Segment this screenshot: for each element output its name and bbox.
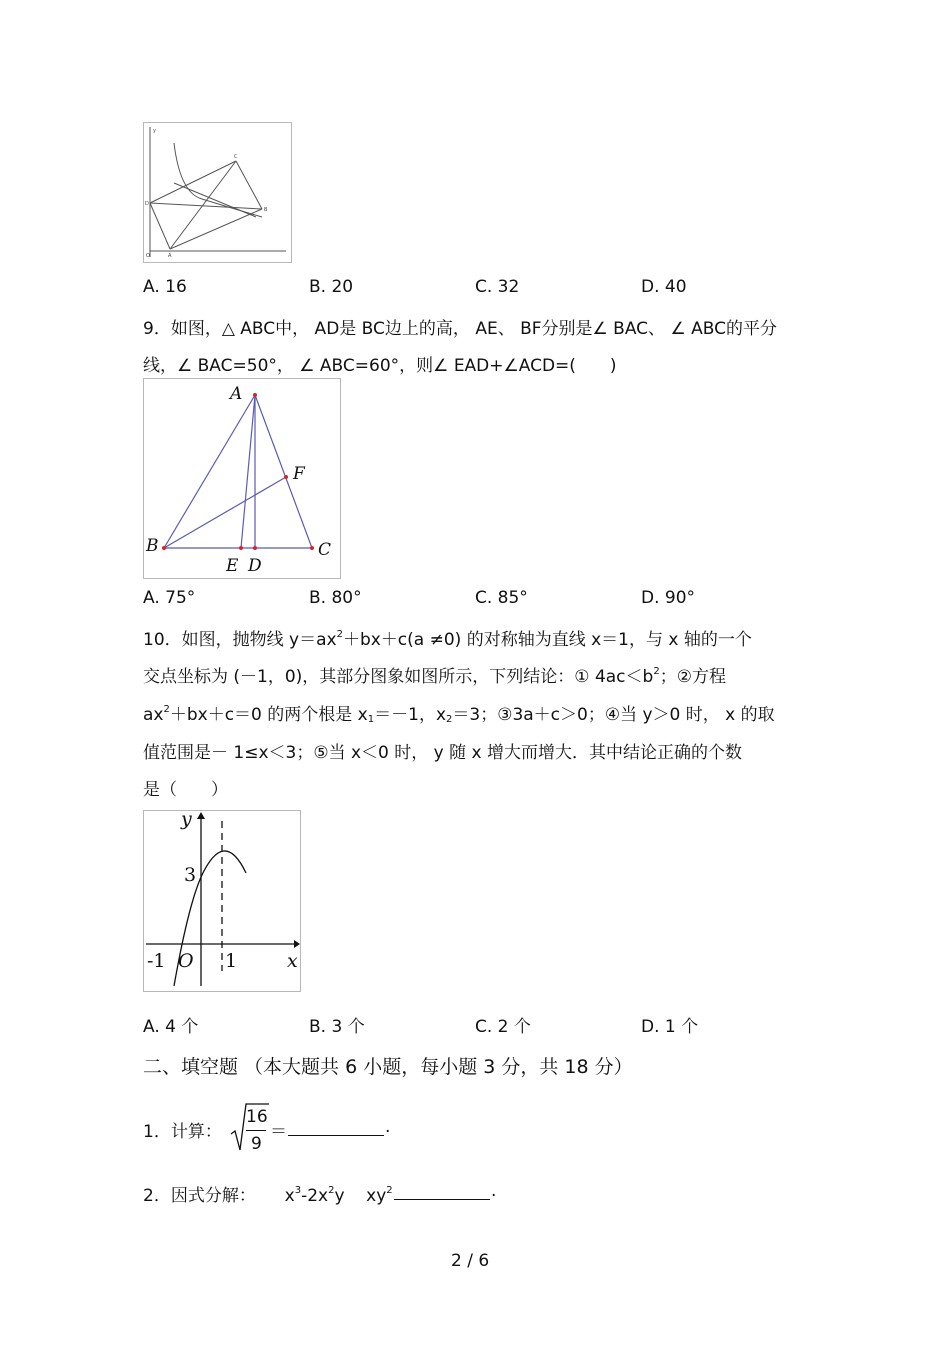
q9-triangle-diagram [144,379,340,578]
q10-line3-part-a: ax [143,705,164,725]
section-title: 二、填空题 （本大题共 6 小题，每小题 3 分，共 18 分） [143,1056,633,1078]
fill2-line [143,1181,393,1206]
q8-line-da [150,203,170,249]
page-number: 2 / 6 [451,1251,490,1271]
fill2-prefix: 2．因式分解： [143,1186,256,1206]
q9-point-a [253,393,257,397]
q10-stem-line4: 值范围是－ 1≤x＜3；⑤当 x＜0 时， y 随 x 增大而增大．其中结论正确的个数 [143,743,742,763]
q9-label-e: E [226,556,239,576]
q8-label-c: C [234,154,238,160]
fill2-sup2: 2 [328,1185,335,1196]
q10-line2-part-a: 交点坐标为 (－1，0)，其部分图象如图所示，下列结论：① 4ac＜b [143,667,654,687]
q8-label-y: y [153,128,156,134]
q10-line1-part-c: ＋bx＋c(a ≠0) 的对称轴为直线 x＝1，与 x 轴的一个 [342,630,752,650]
q10-stem-line5: 是（ ） [143,780,228,800]
q10-line3-part-c: ＋bx＋c＝0 的两个根是 x [169,705,368,725]
q8-graph [144,123,291,262]
q8-option-d: D. 40 [641,277,687,297]
q9-stem-line1: 9．如图，△ ABC中， AD是 BC边上的高， AE、 BF分别是∠ BAC、 ∠ ABC的平分 [143,319,777,339]
q8-option-c: C. 32 [475,277,520,297]
q10-y-arrow [197,812,205,819]
q8-option-a: A. 16 [143,277,187,297]
q10-line1-sup: 2 [336,629,343,640]
q10-parabola-graph [144,811,300,991]
q8-line-dc [150,161,236,203]
q10-label-o: O [178,950,194,972]
q8-line-extra [174,183,256,217]
q10-line3-part-e: ＝－1，x [374,705,447,725]
q9-bisector-bf [164,477,286,548]
q9-bisector-ae [241,395,255,548]
q8-label-b: B [264,207,268,213]
q9-point-c [310,546,314,550]
fill1-end: . [385,1117,391,1137]
fill1-numerator: 16 [246,1107,268,1127]
q9-side-ab [164,395,255,548]
q8-option-b: B. 20 [309,277,354,297]
q10-line3-part-g: ＝3；③3a＋c＞0；④当 y＞0 时， x 的取 [452,705,775,725]
q9-option-d: D. 90° [641,588,696,608]
q10-line3-sub1: 1 [367,714,375,725]
fill2-expr-a: x [284,1186,295,1206]
fill1-fraction-bar [246,1130,266,1131]
q9-label-c: C [318,540,332,560]
q10-line2-part-c: ；②方程 [659,667,726,687]
fill1-answer-blank[interactable] [288,1121,384,1136]
fill2-end: . [491,1181,497,1201]
q9-point-d [253,546,257,550]
q9-label-f: F [293,464,305,484]
q8-label-o: O [146,253,150,259]
q10-label-neg1: -1 [147,950,166,972]
q8-label-d: D [145,201,149,207]
q10-figure [143,810,301,992]
q10-label-3: 3 [184,864,197,886]
q10-stem-line3 [143,700,775,725]
fill2-expr-c: -2x [301,1186,329,1206]
q9-option-a: A. 75° [143,588,196,608]
q9-label-b: B [146,536,159,556]
q10-line3-sup1: 2 [163,704,170,715]
q9-label-d: D [248,556,262,576]
q8-label-a: A [168,253,172,259]
q10-option-a: A. 4 个 [143,1017,199,1037]
fill2-answer-blank[interactable] [394,1185,490,1200]
q10-option-b: B. 3 个 [309,1017,365,1037]
q8-figure [143,122,292,263]
fill2-expr-e: y xy [334,1186,387,1206]
q8-line-db [150,203,262,209]
q9-figure [143,378,341,579]
q8-curve [174,143,262,217]
q8-line-cb [236,161,262,209]
q9-stem-line2: 线，∠ BAC=50°， ∠ ABC=60°，则∠ EAD+∠ACD=( ) [143,356,617,376]
q10-line2-sup: 2 [653,666,660,677]
fill2-sup3: 2 [386,1185,393,1196]
q10-stem-line2 [143,662,726,687]
q9-option-b: B. 80° [309,588,362,608]
q10-label-x: x [287,950,298,972]
q8-line-ab [170,209,262,249]
q9-point-b [162,546,166,550]
q9-option-c: C. 85° [475,588,528,608]
q10-line1-part-a: 10．如图，抛物线 y＝ax [143,630,337,650]
q10-option-d: D. 1 个 [641,1017,699,1037]
fill1-prefix: 1．计算： [143,1122,222,1142]
q10-stem-line1 [143,625,752,650]
q9-point-f [284,475,288,479]
fill1-denominator: 9 [251,1134,262,1154]
fill1-equals: ＝ [270,1122,287,1142]
q9-label-a: A [230,384,243,404]
q10-option-c: C. 2 个 [475,1017,531,1037]
q10-label-y: y [181,811,192,830]
q10-label-1: 1 [225,950,238,972]
q10-line3-sub2: 2 [446,714,453,725]
fill2-sup1: 3 [294,1185,302,1196]
q10-x-arrow [294,940,300,948]
q9-point-e [239,546,243,550]
